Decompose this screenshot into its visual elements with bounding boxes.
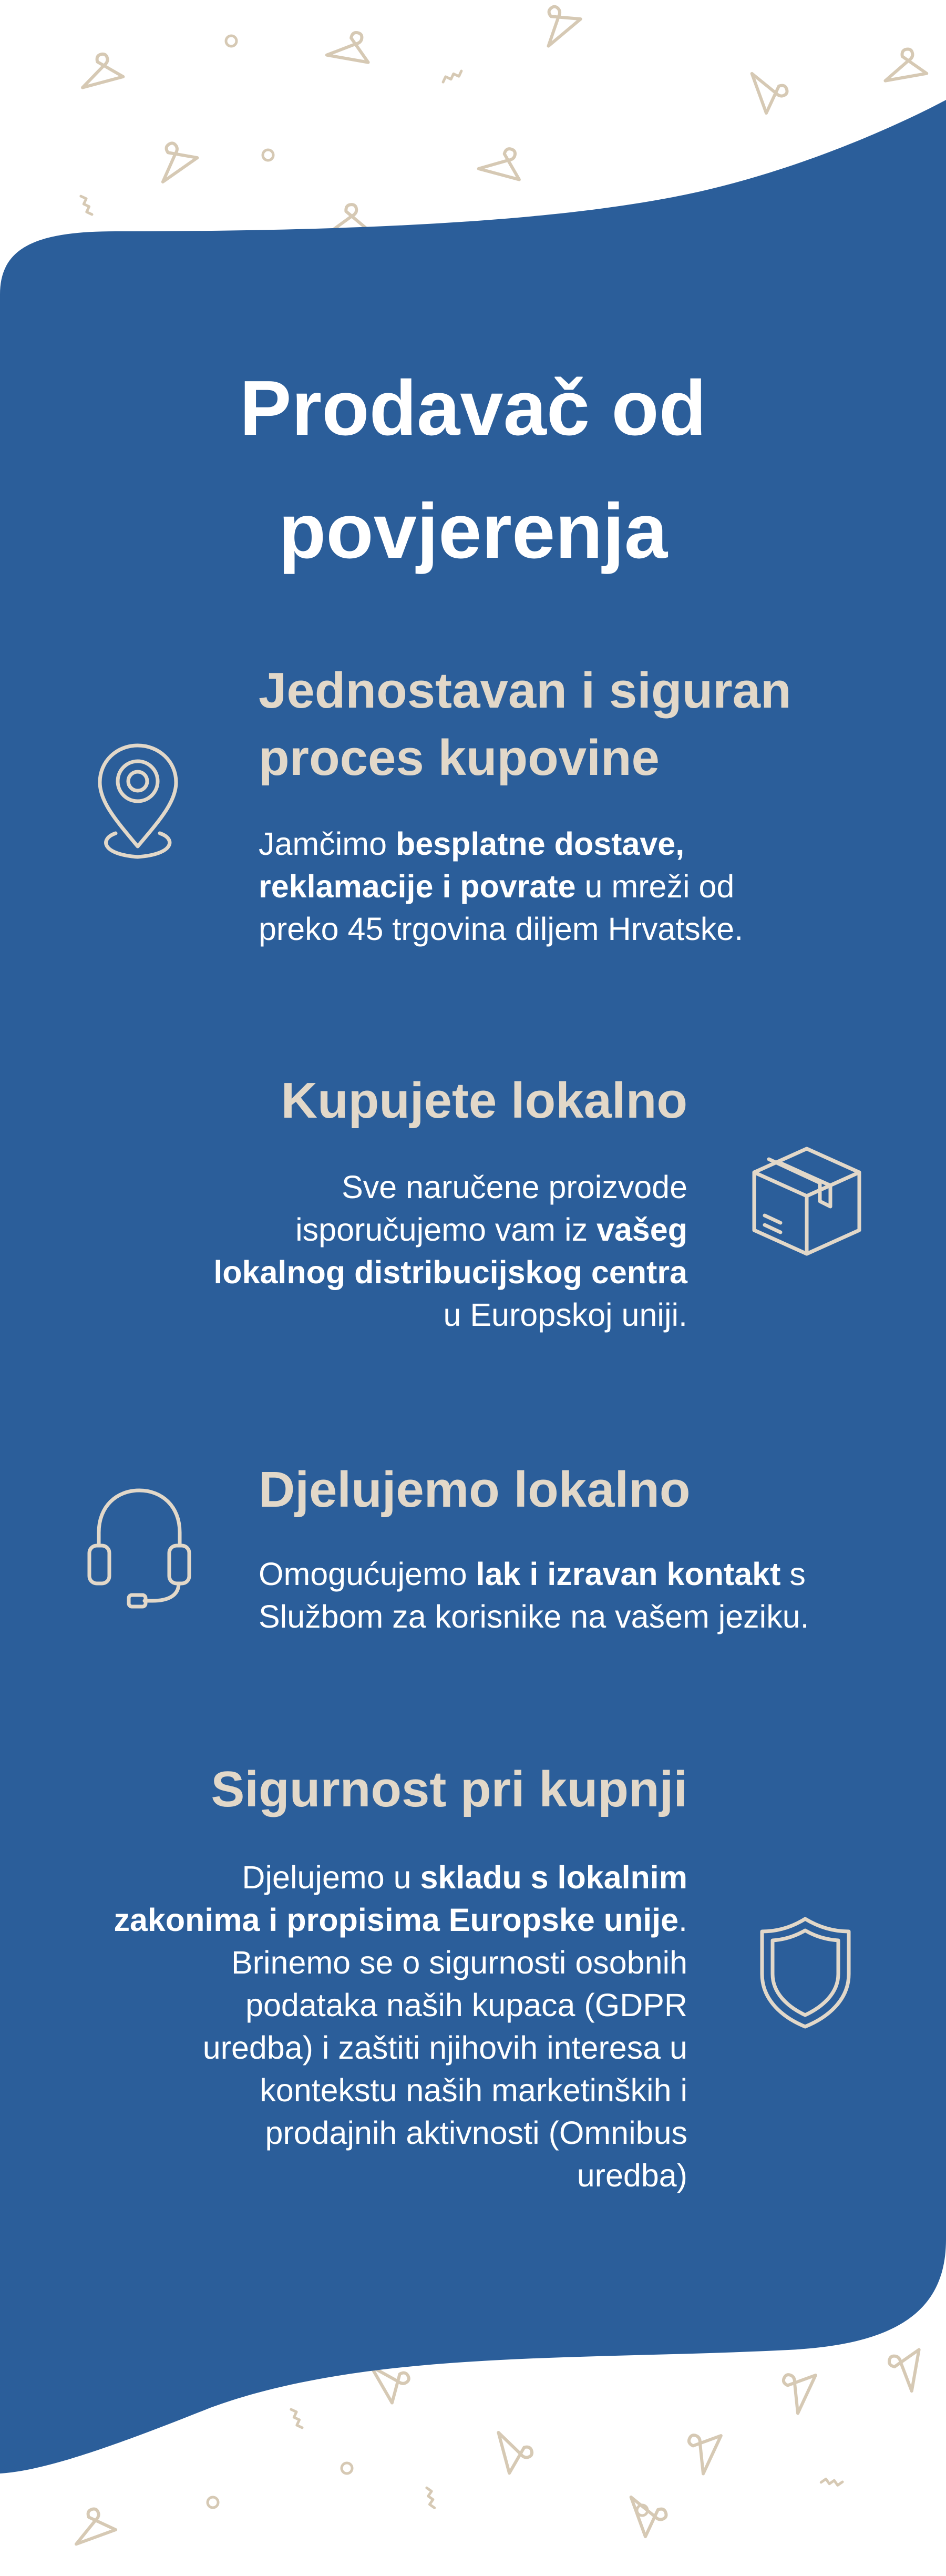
feature-heading: Djelujemo lokalno xyxy=(259,1461,691,1518)
feature-description: Djelujemo u skladu s lokalnim zakonima i propisima Europske unije. Brinemo se o sigurnosti osobnih podataka naših kupaca (GDPR uredba) i zaštiti njihovih interesa u kontekstu naših marketinških i prodajnih aktivnosti (Omnibus uredba) xyxy=(114,1859,687,2193)
feature-heading: Jednostavan i siguran proces kupovine xyxy=(259,662,791,786)
feature-description: Jamčimo besplatne dostave, reklamacije i povrate u mreži od preko 45 trgovina diljem Hrvatske. xyxy=(259,826,744,947)
page-title-line: Prodavač od xyxy=(239,365,707,452)
feature-description: Omogućujemo lak i izravan kontakt s Službom za korisnike na vašem jeziku. xyxy=(259,1556,809,1634)
feature-heading: Kupujete lokalno xyxy=(281,1072,687,1129)
page-title xyxy=(0,347,946,593)
headset-icon xyxy=(84,1483,194,1609)
package-box-icon xyxy=(749,1141,865,1262)
page-title-line: povjerenja xyxy=(278,488,668,575)
shield-icon xyxy=(757,1914,854,2032)
feature-description: Sve naručene proizvode isporučujemo vam iz vašeg lokalnog distribucijskog centra u Europskoj uniji. xyxy=(213,1169,687,1333)
feature-heading: Sigurnost pri kupnji xyxy=(211,1761,687,1817)
location-pin-icon xyxy=(95,741,181,862)
